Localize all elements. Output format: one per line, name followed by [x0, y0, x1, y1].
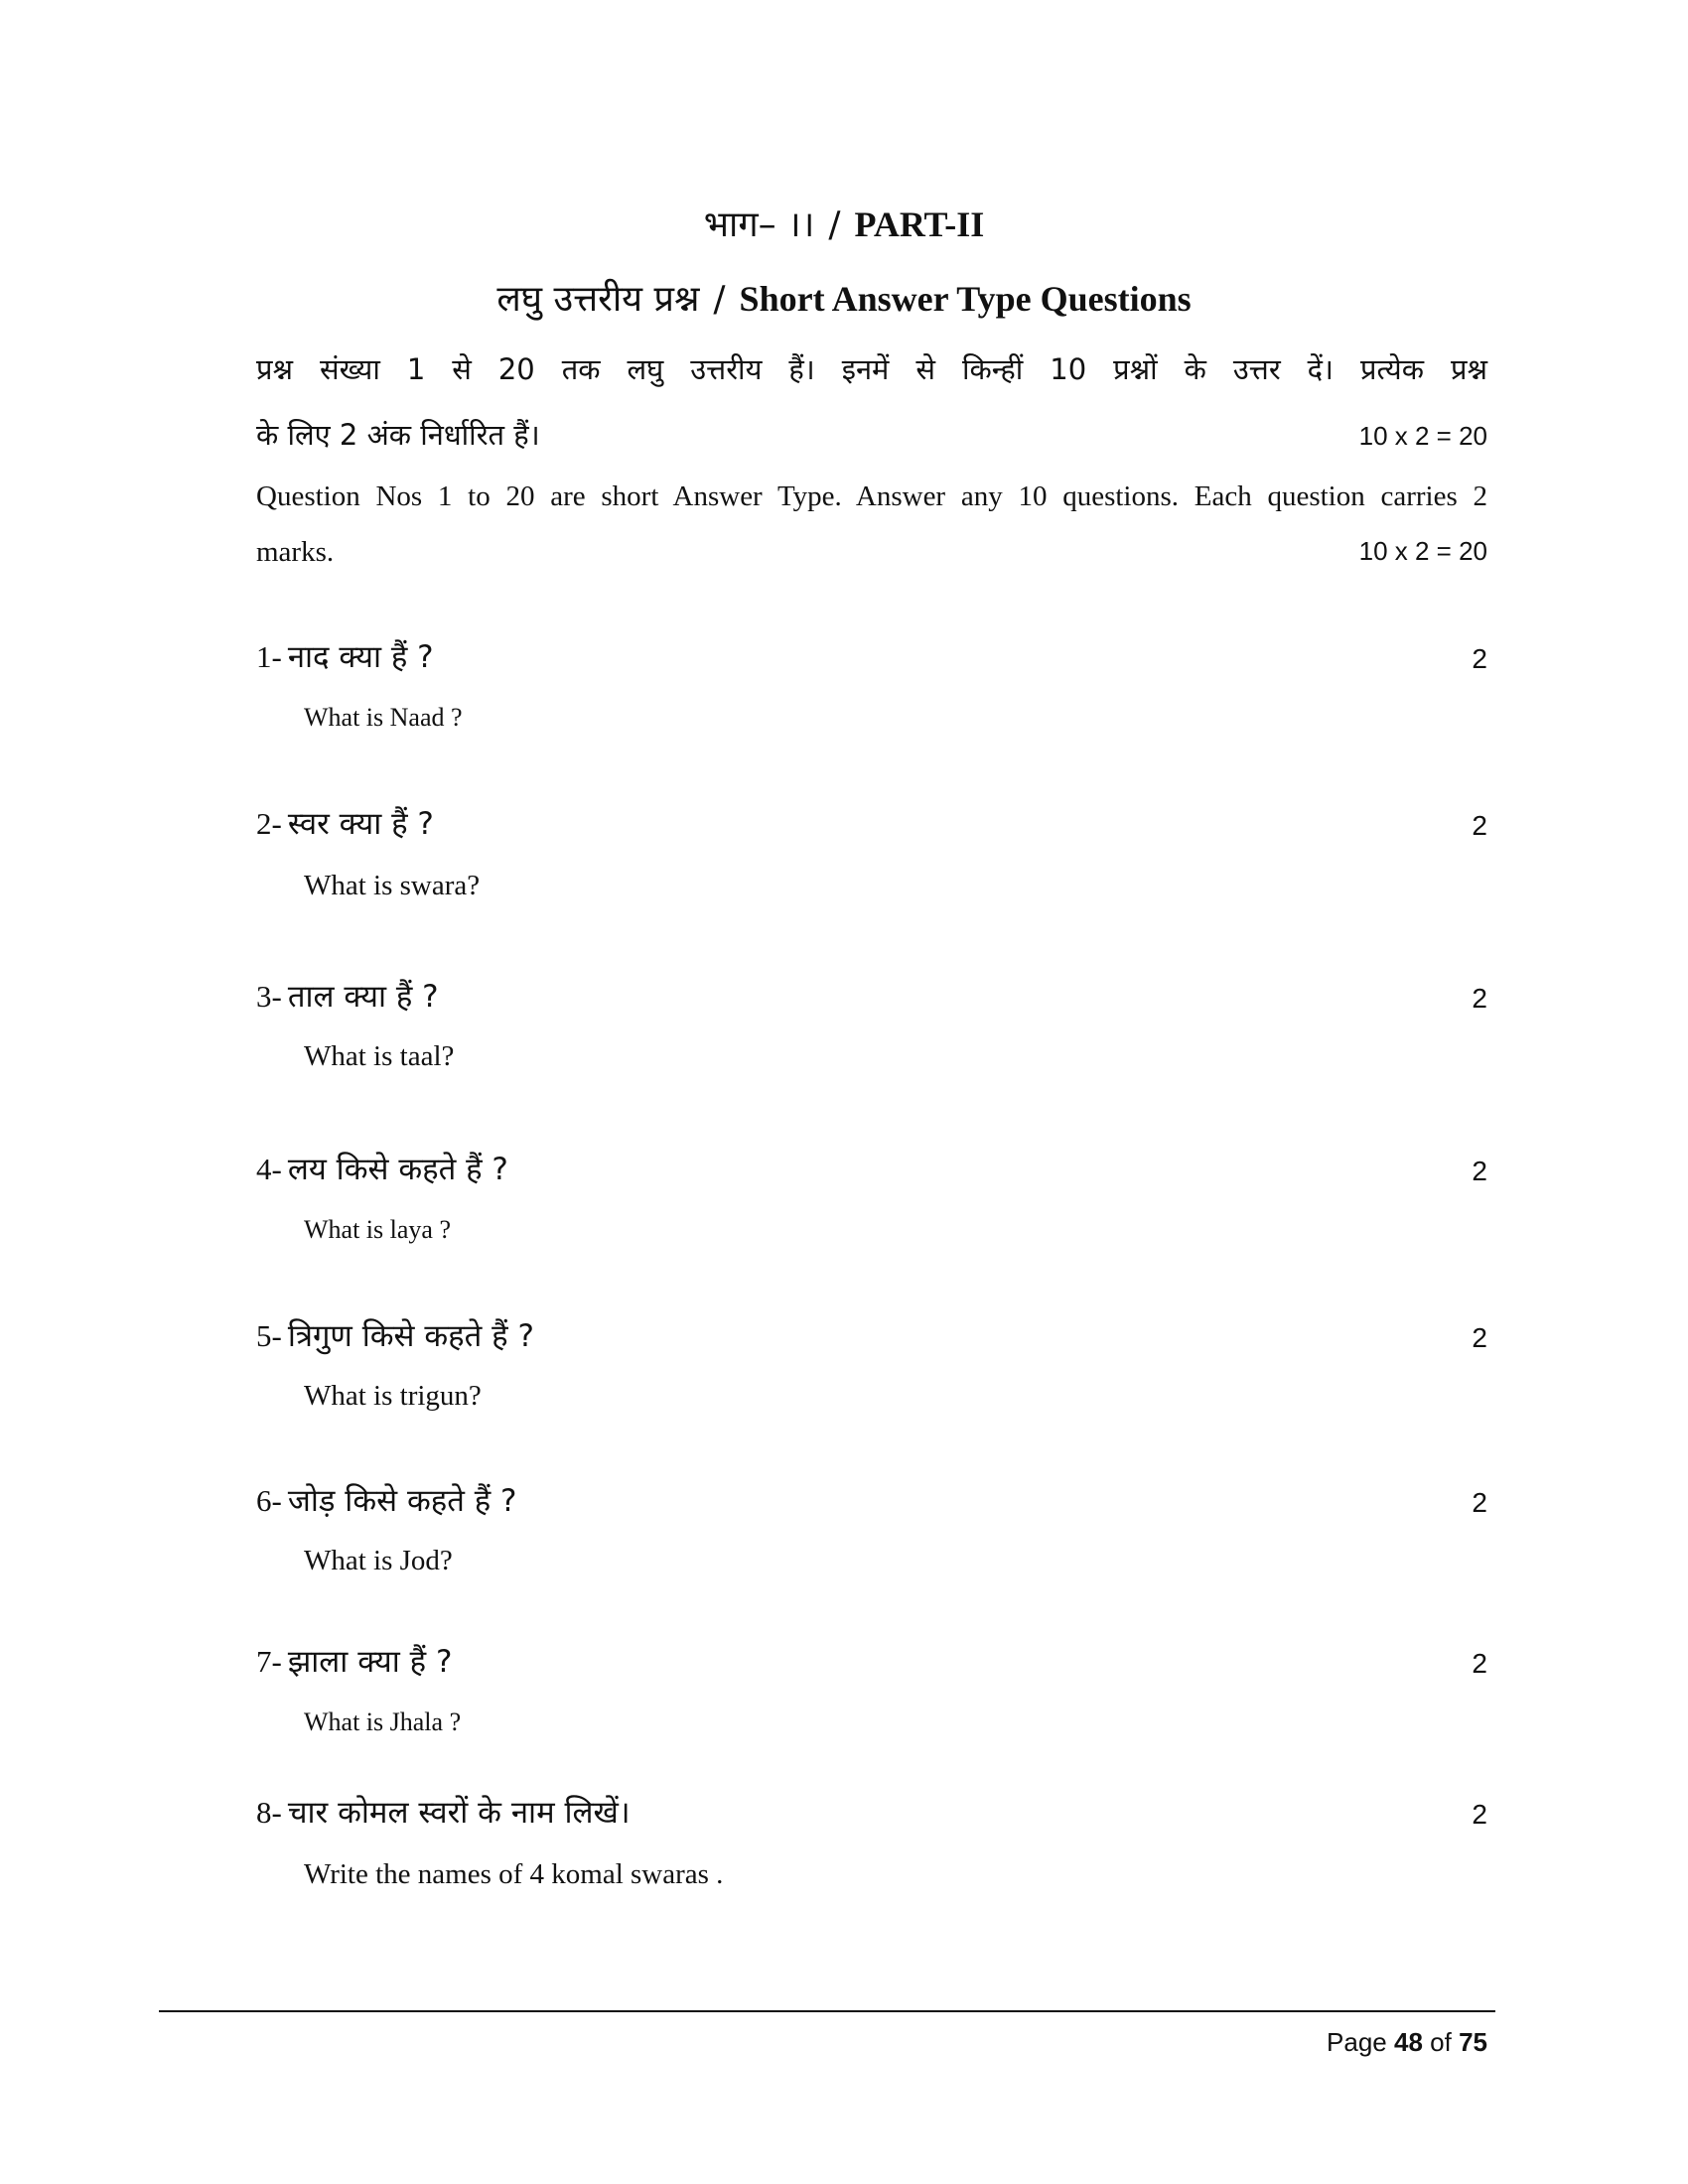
question-4-hindi-text: लय किसे कहते हैं ? — [287, 1152, 508, 1187]
footer-divider — [159, 2010, 1495, 2012]
of-word: of — [1430, 2027, 1452, 2057]
question-8-hindi-text: चार कोमल स्वरों के नाम लिखें। — [287, 1795, 631, 1831]
question-7-hindi — [256, 1640, 452, 1682]
question-8-english: Write the names of 4 komal swaras . — [304, 1858, 724, 1890]
question-3-hindi — [256, 975, 439, 1017]
section-heading-english: Short Answer Type Questions — [739, 279, 1192, 319]
part-heading-english: PART-II — [854, 205, 985, 244]
question-8-marks: 2 — [1472, 1799, 1487, 1830]
question-6-number: 6- — [256, 1483, 282, 1518]
question-6-hindi — [256, 1479, 517, 1521]
section-heading-separator: / — [713, 279, 726, 320]
page-total: 75 — [1459, 2027, 1487, 2057]
instruction-hindi-marks: 10 x 2 = 20 — [1358, 421, 1487, 451]
question-2-hindi — [256, 802, 434, 844]
question-3-hindi-text: ताल क्या हैं ? — [287, 979, 439, 1015]
question-5-number: 5- — [256, 1318, 282, 1353]
question-1-marks: 2 — [1472, 643, 1487, 674]
question-6-marks: 2 — [1472, 1487, 1487, 1518]
question-7-marks: 2 — [1472, 1648, 1487, 1679]
question-3-number: 3- — [256, 979, 282, 1014]
question-1-number: 1- — [256, 639, 282, 674]
part-heading — [0, 199, 1688, 247]
question-2-number: 2- — [256, 806, 282, 841]
page-word: Page — [1327, 2027, 1387, 2057]
instruction-hindi-line1: प्रश्न संख्या 1 से 20 तक लघु उत्तरीय हैं। इनमें से किन्हीं 10 प्रश्नों के उत्तर दें। प्रत्येक प्रश्न — [256, 352, 1487, 386]
question-4-hindi — [256, 1148, 508, 1189]
question-7-english: What is Jhala ? — [304, 1707, 462, 1736]
instruction-hindi-line2: के लिए 2 अंक निर्धारित हैं। — [256, 418, 540, 452]
question-7-hindi-text: झाला क्या हैं ? — [287, 1644, 453, 1680]
question-8-hindi — [256, 1791, 631, 1833]
question-4-number: 4- — [256, 1152, 282, 1186]
question-7-number: 7- — [256, 1644, 282, 1679]
question-3-english: What is taal? — [304, 1040, 455, 1072]
question-3-marks: 2 — [1472, 983, 1487, 1014]
question-4-english: What is laya ? — [304, 1215, 451, 1244]
section-heading-hindi: लघु उत्तरीय प्रश्न — [496, 279, 700, 320]
question-2-english: What is swara? — [304, 870, 481, 901]
question-2-marks: 2 — [1472, 810, 1487, 841]
question-8-number: 8- — [256, 1795, 282, 1830]
question-1-english: What is Naad ? — [304, 703, 463, 732]
question-2-hindi-text: स्वर क्या हैं ? — [287, 806, 434, 842]
section-heading — [0, 273, 1688, 322]
heading-separator: / — [828, 205, 841, 245]
question-5-hindi-text: त्रिगुण किसे कहते हैं ? — [287, 1318, 534, 1354]
question-5-marks: 2 — [1472, 1322, 1487, 1353]
question-6-english: What is Jod? — [304, 1545, 453, 1576]
page-number — [1327, 2027, 1487, 2058]
question-1-hindi — [256, 635, 434, 677]
question-4-marks: 2 — [1472, 1156, 1487, 1186]
question-1-hindi-text: नाद क्या हैं ? — [287, 639, 434, 675]
question-6-hindi-text: जोड़ किसे कहते हैं ? — [287, 1483, 517, 1519]
part-heading-hindi: भाग– ।। — [703, 205, 815, 245]
instruction-english-marks: 10 x 2 = 20 — [1358, 536, 1487, 566]
question-5-english: What is trigun? — [304, 1380, 482, 1412]
instruction-english-line1: Question Nos 1 to 20 are short Answer Type. Answer any 10 questions. Each question carries 2 — [256, 480, 1487, 512]
question-5-hindi — [256, 1314, 534, 1356]
instruction-english-line2: marks. — [256, 536, 335, 568]
page-current: 48 — [1394, 2027, 1423, 2057]
